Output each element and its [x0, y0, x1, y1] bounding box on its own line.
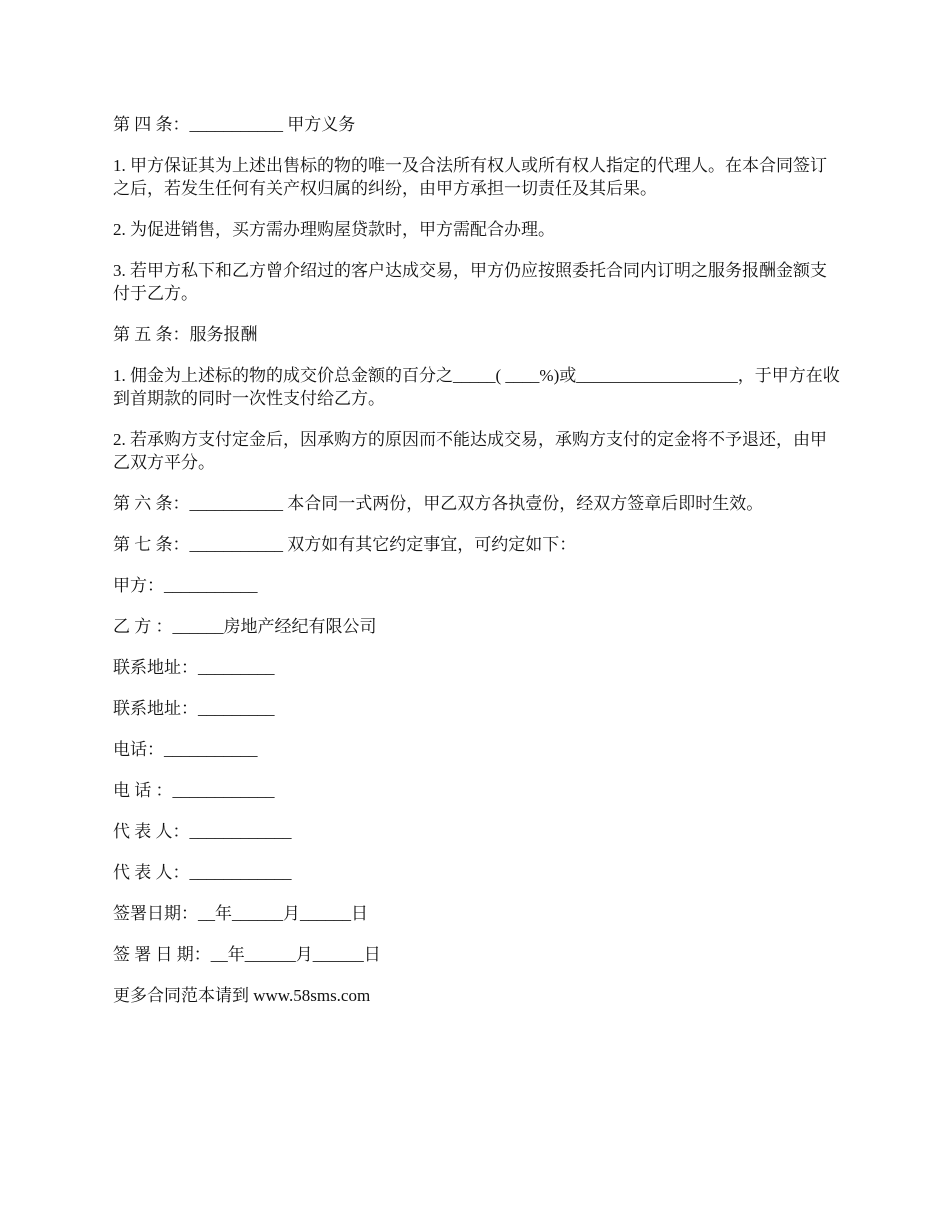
contact-address-field-b: 联系地址：_________ — [113, 699, 275, 718]
signing-date-field-a: 签署日期：__年______月______日 — [113, 904, 368, 923]
article-4-clause-1: 1. 甲方保证其为上述出售标的物的唯一及合法所有权人或所有权人指定的代理人。在本合同签订之后，若发生任何有关产权归属的纠纷，由甲方承担一切责任及其后果。 — [113, 156, 827, 198]
article-5-clause-1: 1. 佣金为上述标的物的成交价总金额的百分之_____( ____%)或___________________，于甲方在收到首期款的同时一次性支付给乙方。 — [113, 366, 840, 408]
more-templates-link-text: 更多合同范本请到 www.58sms.com — [113, 986, 371, 1005]
representative-field-a: 代 表 人：____________ — [113, 822, 292, 841]
party-b-field: 乙 方 ：______房地产经纪有限公司 — [113, 617, 377, 636]
representative-field-b: 代 表 人：____________ — [113, 863, 292, 882]
phone-field-b: 电 话 ：____________ — [113, 781, 275, 800]
signing-date-field-b: 签 署 日 期：__年______月______日 — [113, 945, 381, 964]
article-5-clause-2: 2. 若承购方支付定金后，因承购方的原因而不能达成交易，承购方支付的定金将不予退还，由甲乙双方平分。 — [113, 430, 827, 472]
contract-document-body — [113, 113, 843, 1025]
contact-address-field-a: 联系地址：_________ — [113, 658, 275, 677]
phone-field-a: 电话：___________ — [113, 740, 258, 759]
article-7: 第 七 条：___________ 双方如有其它约定事宜，可约定如下： — [113, 535, 577, 554]
article-4-heading: 第 四 条：___________ 甲方义务 — [113, 115, 356, 134]
article-5-heading: 第 五 条：服务报酬 — [113, 325, 258, 344]
article-4-clause-3: 3. 若甲方私下和乙方曾介绍过的客户达成交易，甲方仍应按照委托合同内订明之服务报酬金额支付于乙方。 — [113, 261, 827, 303]
article-6: 第 六 条：___________ 本合同一式两份，甲乙双方各执壹份，经双方签章后即时生效。 — [113, 494, 764, 513]
party-a-field: 甲方：___________ — [113, 576, 258, 595]
article-4-clause-2: 2. 为促进销售，买方需办理购屋贷款时，甲方需配合办理。 — [113, 220, 555, 239]
